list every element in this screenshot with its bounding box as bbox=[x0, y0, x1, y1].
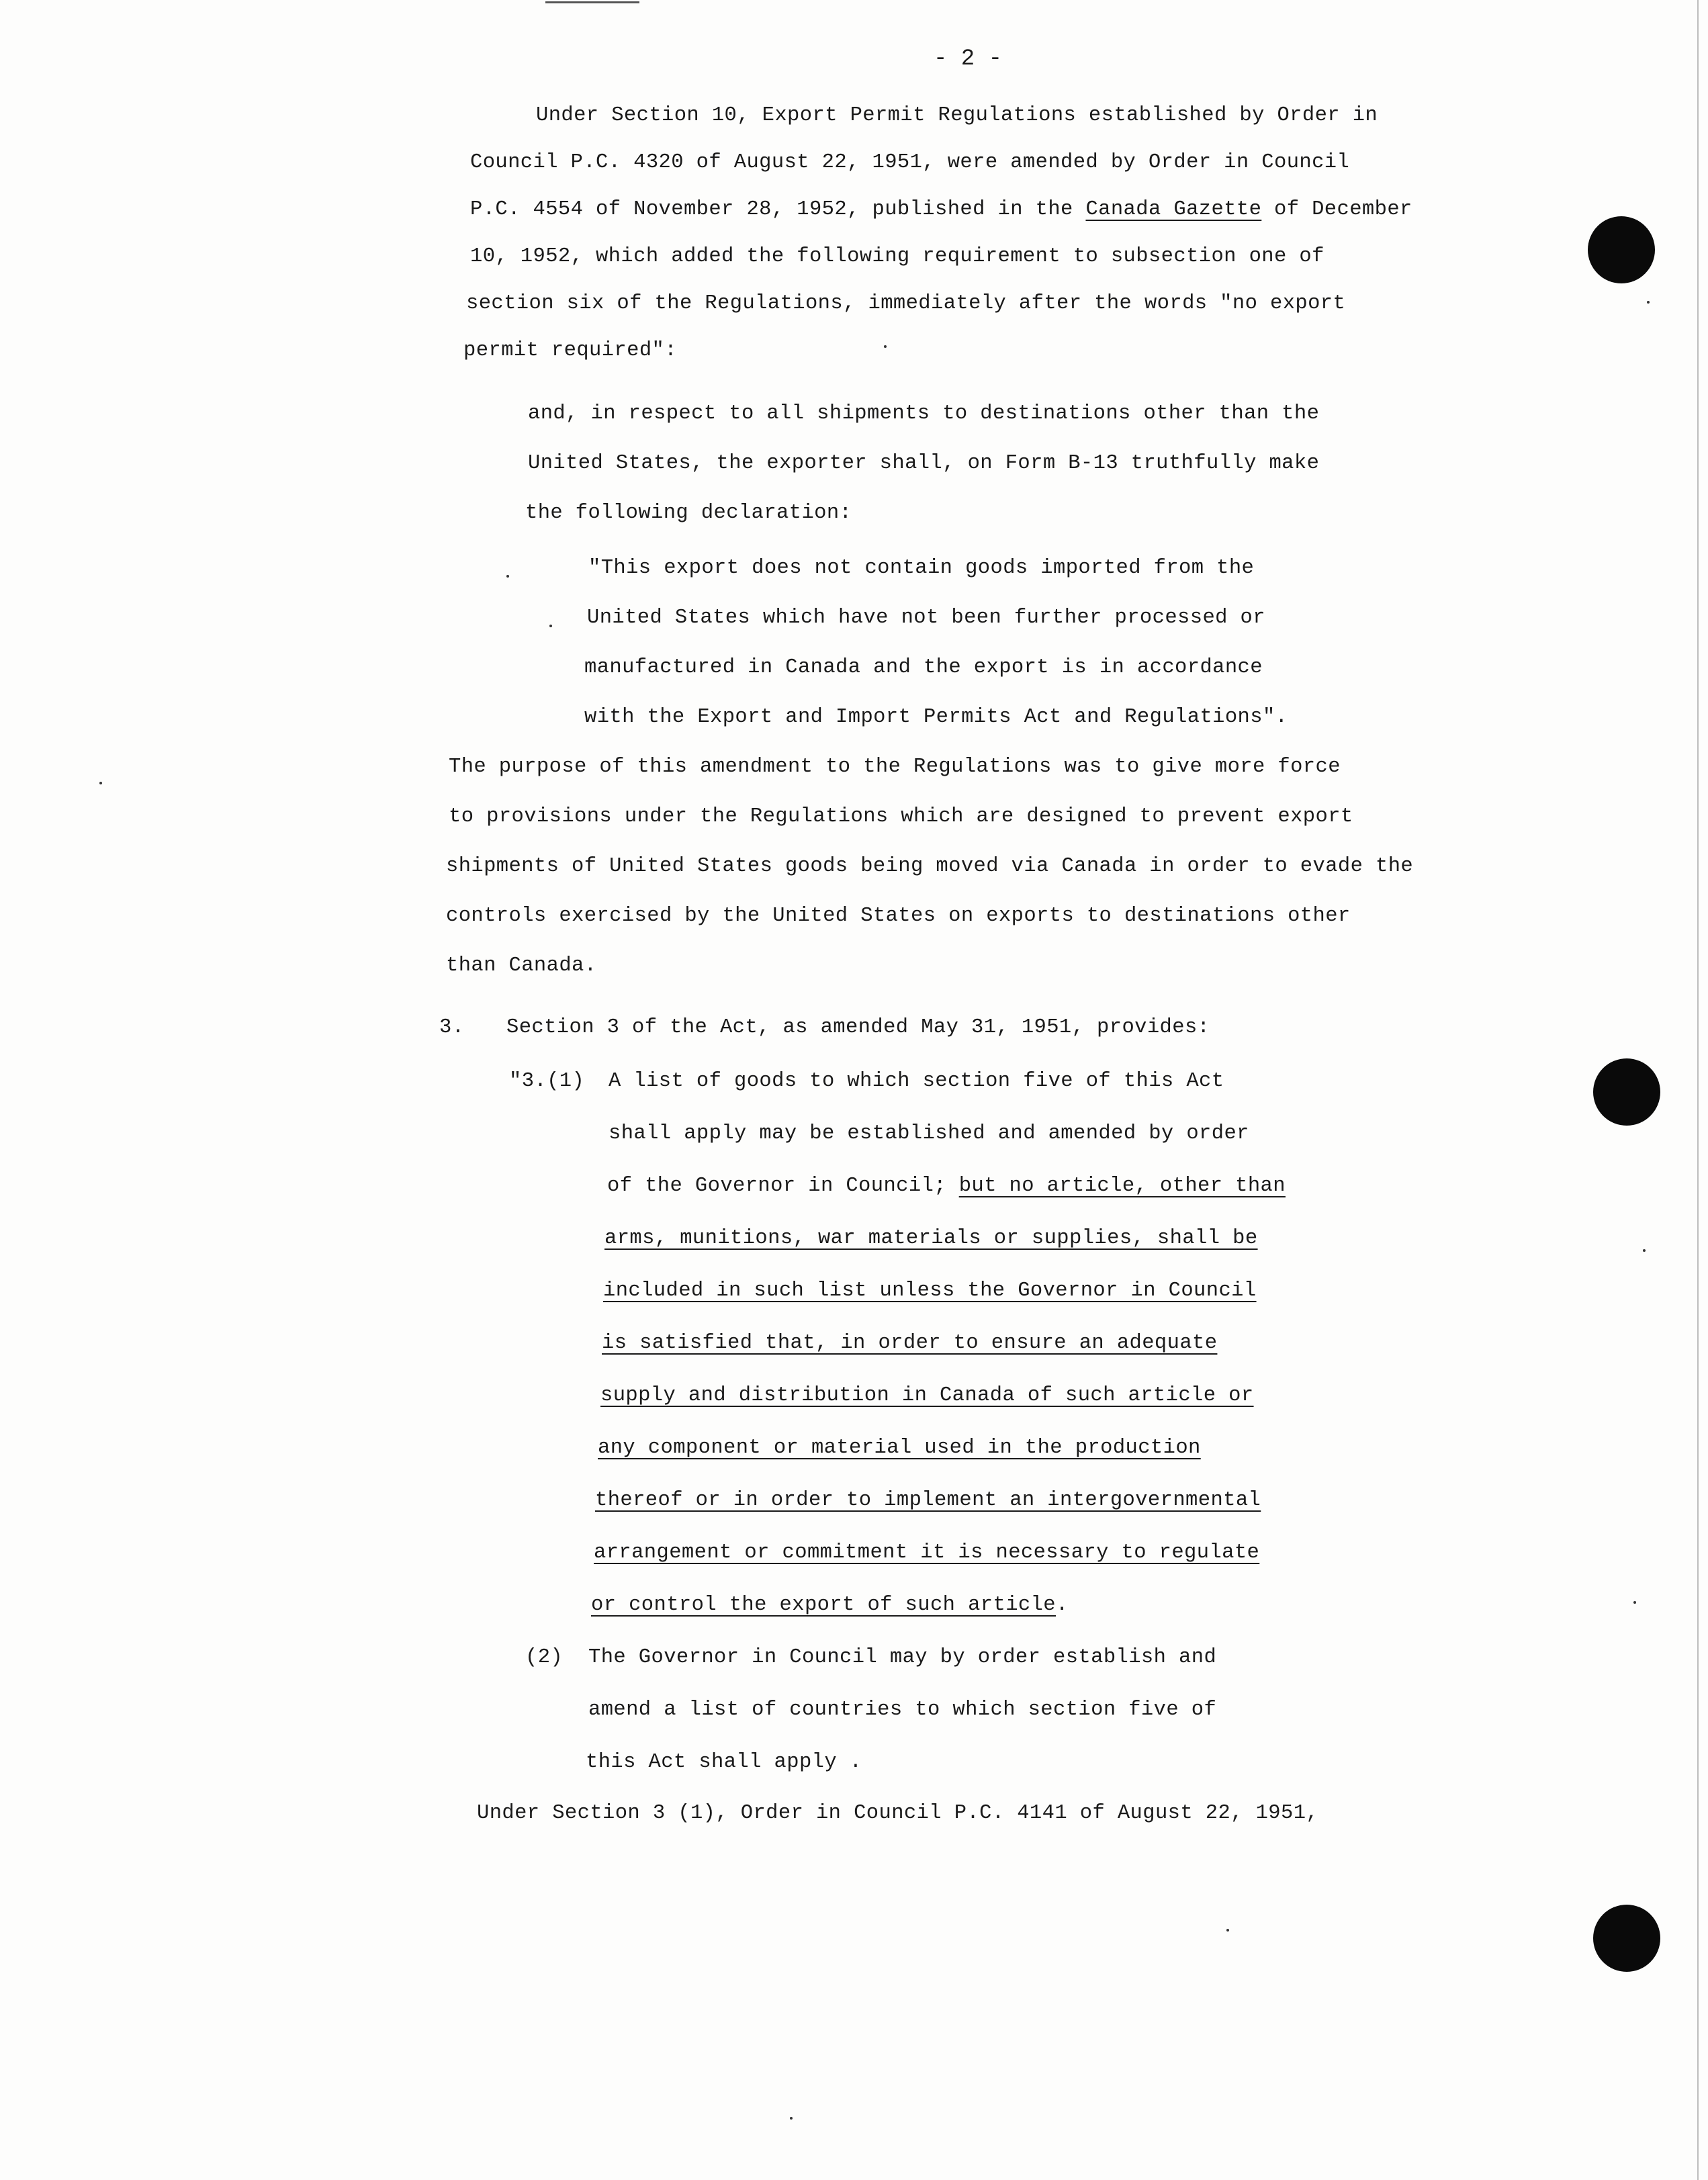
para2-line-3: shipments of United States goods being moved via Canada in order to evade the bbox=[446, 855, 1414, 878]
section3-sub2-label: (2) bbox=[525, 1646, 564, 1669]
sub1-line-2: shall apply may be established and amended by order bbox=[609, 1122, 1249, 1145]
sub1-line-11-end: . bbox=[1056, 1594, 1069, 1617]
sub2-line-2: amend a list of countries to which section five of bbox=[588, 1698, 1217, 1721]
section3-number: 3. bbox=[439, 1016, 465, 1039]
quote1-line-1: and, in respect to all shipments to destinations other than the bbox=[528, 402, 1320, 425]
sub1-line-10: arrangement or commitment it is necessary to regulate bbox=[594, 1541, 1260, 1564]
scan-speck bbox=[790, 2117, 793, 2120]
sub1-line-11-underlined: or control the export of such article bbox=[591, 1594, 1057, 1617]
quote2-line-1: "This export does not contain goods imported from the bbox=[588, 557, 1255, 580]
scan-speck bbox=[1647, 301, 1650, 304]
page-number: - 2 - bbox=[934, 46, 1003, 72]
sub1-line-11 bbox=[591, 1592, 1069, 1619]
para3-line-1: Under Section 3 (1), Order in Council P.C. 4141 of August 22, 1951, bbox=[477, 1802, 1319, 1825]
binder-hole-bottom bbox=[1593, 1905, 1660, 1972]
section3-intro: Section 3 of the Act, as amended May 31, 1951, provides: bbox=[506, 1016, 1210, 1039]
sub1-line-1: A list of goods to which section five of this Act bbox=[609, 1070, 1224, 1093]
section3-sub1-label: "3.(1) bbox=[509, 1070, 585, 1093]
para1-line-6: permit required": bbox=[463, 339, 677, 362]
sub1-line-3-underlined: but no article, other than bbox=[958, 1175, 1286, 1197]
scan-speck bbox=[1633, 1601, 1636, 1604]
quote2-line-2: United States which have not been further processed or bbox=[587, 606, 1265, 629]
sub1-line-3 bbox=[607, 1173, 1286, 1199]
para2-line-1: The purpose of this amendment to the Regulations was to give more force bbox=[449, 756, 1341, 778]
para1-line-2: Council P.C. 4320 of August 22, 1951, were amended by Order in Council bbox=[470, 151, 1350, 174]
scan-speck bbox=[1643, 1249, 1646, 1252]
sub1-line-7: supply and distribution in Canada of such article or bbox=[600, 1384, 1254, 1407]
para1-line-3-text: P.C. 4554 of November 28, 1952, published in the bbox=[470, 198, 1086, 221]
binder-hole-middle bbox=[1593, 1058, 1660, 1126]
sub2-line-1: The Governor in Council may by order establish and bbox=[588, 1646, 1217, 1669]
sub1-line-3-plain: of the Governor in Council; bbox=[607, 1175, 959, 1197]
sub1-line-4: arms, munitions, war materials or supplies, shall be bbox=[604, 1227, 1258, 1250]
scan-speck bbox=[506, 575, 509, 578]
para2-line-5: than Canada. bbox=[446, 954, 597, 977]
sub1-line-8: any component or material used in the production bbox=[598, 1437, 1201, 1459]
scan-speck bbox=[884, 345, 887, 348]
quote2-line-4: with the Export and Import Permits Act and Regulations". bbox=[584, 706, 1288, 729]
sub1-line-9: thereof or in order to implement an intergovernmental bbox=[595, 1489, 1261, 1512]
para1-line-5: section six of the Regulations, immediately after the words "no export bbox=[466, 292, 1346, 315]
page-edge-shadow bbox=[1697, 0, 1699, 2180]
canada-gazette-title: Canada Gazette bbox=[1085, 198, 1262, 221]
para2-line-2: to provisions under the Regulations which are designed to prevent export bbox=[449, 805, 1353, 828]
scan-speck bbox=[549, 625, 552, 627]
para1-line-3-end: of December bbox=[1261, 198, 1412, 221]
sub2-line-3: this Act shall apply . bbox=[586, 1751, 862, 1774]
para1-line-4: 10, 1952, which added the following requirement to subsection one of bbox=[470, 245, 1324, 268]
top-edge-mark bbox=[545, 1, 639, 3]
quote2-line-3: manufactured in Canada and the export is in accordance bbox=[584, 656, 1263, 679]
para1-line-3 bbox=[470, 196, 1412, 223]
quote1-line-2: United States, the exporter shall, on Form B-13 truthfully make bbox=[528, 452, 1320, 475]
sub1-line-5: included in such list unless the Governor in Council bbox=[603, 1279, 1257, 1302]
para1-line-1: Under Section 10, Export Permit Regulations established by Order in bbox=[536, 104, 1378, 127]
scan-speck bbox=[99, 782, 102, 784]
scan-speck bbox=[1226, 1929, 1229, 1932]
quote1-line-3: the following declaration: bbox=[525, 502, 852, 525]
binder-hole-top bbox=[1588, 216, 1655, 283]
sub1-line-6: is satisfied that, in order to ensure an adequate bbox=[602, 1332, 1218, 1355]
para2-line-4: controls exercised by the United States on exports to destinations other bbox=[446, 905, 1351, 927]
